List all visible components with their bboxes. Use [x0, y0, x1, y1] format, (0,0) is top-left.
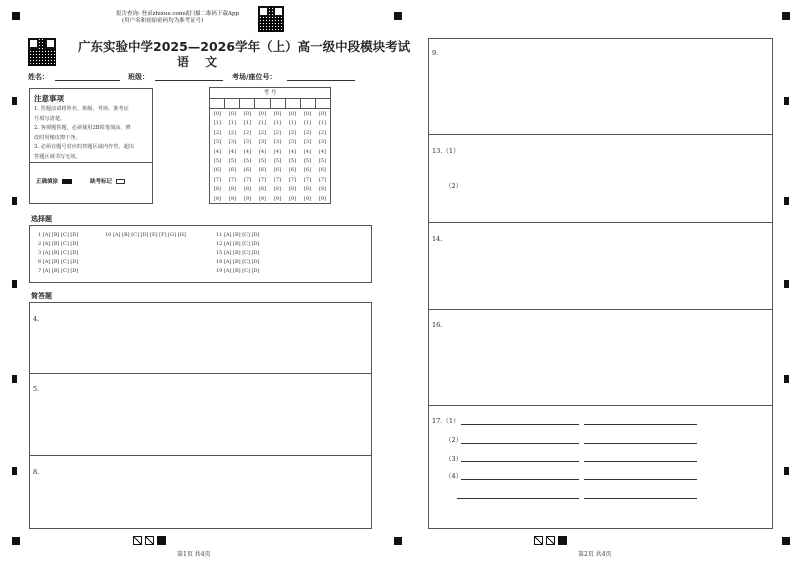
choice-section-title: 选择题 — [31, 215, 52, 223]
exam-digit-bubble[interactable]: [5] — [303, 158, 312, 165]
exam-digit-bubble[interactable]: [4] — [243, 148, 252, 155]
answer-line[interactable] — [457, 498, 579, 499]
qr-code-icon — [258, 6, 284, 32]
seat-label: 考场/座位号： — [232, 73, 277, 81]
bottom-timing-marks — [534, 536, 567, 545]
exam-digit-bubble[interactable]: [6] — [318, 167, 327, 174]
correct-fill-example: 正确填涂 — [36, 177, 72, 185]
exam-digit-bubble[interactable]: [4] — [288, 148, 297, 155]
exam-digit-bubble[interactable]: [0] — [318, 111, 327, 117]
exam-digit-bubble[interactable]: [7] — [243, 176, 252, 183]
question-8-label: 8. — [33, 468, 40, 476]
exam-digit-bubble[interactable]: [5] — [243, 158, 252, 165]
exam-digit-bubble[interactable]: [2] — [303, 129, 312, 136]
exam-digit-bubble[interactable]: [8] — [303, 186, 312, 193]
alignment-mark — [12, 537, 20, 545]
exam-digit-bubble[interactable]: [9] — [303, 195, 312, 202]
exam-digit-bubble[interactable]: [2] — [228, 129, 237, 136]
exam-digit-column — [240, 110, 255, 204]
exam-digit-bubble[interactable]: [5] — [273, 158, 282, 165]
empty-mark-icon[interactable] — [116, 179, 125, 184]
exam-digit-bubble[interactable]: [0] — [288, 111, 297, 117]
choice-row[interactable]: 3 [A] [B] [C] [D] — [38, 250, 79, 256]
exam-digit-column — [300, 110, 315, 204]
page-title: 广东实验中学2025—2026学年（上）高一级中段模块考试 — [78, 39, 411, 54]
exam-digit-bubble[interactable]: [0] — [303, 111, 312, 117]
name-field[interactable] — [55, 80, 120, 81]
answer-line[interactable] — [461, 424, 579, 425]
short-section-title: 简答题 — [31, 292, 52, 300]
exam-digit-bubble[interactable]: [8] — [288, 186, 297, 193]
question-9-label: 9. — [432, 49, 439, 57]
exam-digit-bubble[interactable]: [1] — [303, 120, 312, 127]
exam-digit-bubble[interactable]: [4] — [273, 148, 282, 155]
exam-digit-bubble[interactable]: [6] — [258, 167, 267, 174]
class-field[interactable] — [155, 80, 223, 81]
answer-divider — [429, 405, 772, 406]
exam-digit-bubble[interactable]: [5] — [228, 158, 237, 165]
exam-digit-bubble[interactable]: [4] — [303, 148, 312, 155]
exam-digit-bubble[interactable]: [8] — [243, 186, 252, 193]
exam-number-label: 考 号 — [210, 88, 330, 99]
qr-code-icon — [28, 38, 56, 66]
answer-line[interactable] — [584, 424, 697, 425]
answer-divider — [429, 134, 772, 135]
exam-digit-bubble[interactable]: [9] — [273, 195, 282, 202]
exam-digit-bubble[interactable]: [7] — [303, 176, 312, 183]
side-mark — [12, 280, 17, 288]
notice-title: 注意事项 — [34, 94, 64, 103]
exam-digit-cell[interactable] — [271, 98, 286, 108]
alignment-mark — [394, 12, 402, 20]
exam-digit-bubble[interactable]: [3] — [288, 139, 297, 146]
class-label: 班级： — [128, 73, 149, 81]
report-info-line1: 报告查询: 登录zhixue.com或扫描二维码下载App — [116, 11, 240, 17]
short-answer-box — [29, 302, 372, 529]
exam-digit-bubble[interactable]: [0] — [273, 111, 282, 117]
choice-row[interactable]: 10 [A] [B] [C] [D] [E] [F] [G] [H] — [105, 232, 186, 238]
exam-digit-bubble[interactable]: [1] — [243, 120, 252, 127]
side-mark — [12, 467, 17, 475]
page-number-right: 第2页 共4页 — [578, 551, 612, 558]
exam-digit-bubble[interactable]: [9] — [288, 195, 297, 202]
alignment-mark — [394, 537, 402, 545]
answer-divider — [429, 222, 772, 223]
choice-row[interactable]: 11 [A] [B] [C] [D] — [216, 232, 260, 238]
answer-divider — [30, 455, 371, 456]
exam-digit-bubble[interactable]: [9] — [213, 195, 222, 202]
exam-digit-bubble[interactable]: [1] — [273, 120, 282, 127]
exam-digit-bubble[interactable]: [3] — [258, 139, 267, 146]
missing-mark-example: 缺考标记 — [90, 177, 125, 185]
exam-digit-bubble[interactable]: [1] — [318, 120, 327, 127]
exam-digit-bubble[interactable]: [2] — [258, 129, 267, 136]
exam-digit-cell[interactable] — [316, 98, 330, 108]
notice-divider — [30, 162, 152, 163]
exam-digit-cell[interactable] — [210, 98, 225, 108]
exam-digit-bubble[interactable]: [9] — [228, 195, 237, 202]
alignment-mark — [782, 537, 790, 545]
answer-line[interactable] — [461, 443, 579, 444]
crossed-mark-icon — [534, 536, 543, 545]
exam-digit-bubble[interactable]: [0] — [243, 111, 252, 117]
exam-digit-bubble[interactable]: [0] — [258, 111, 267, 117]
solid-mark-icon — [558, 536, 567, 545]
side-mark — [784, 467, 789, 475]
alignment-mark — [12, 12, 20, 20]
exam-digit-bubble[interactable]: [5] — [288, 158, 297, 165]
answer-divider — [30, 373, 371, 374]
exam-number-entry-row — [210, 98, 330, 109]
exam-digit-bubble[interactable]: [1] — [258, 120, 267, 127]
exam-digit-cell[interactable] — [255, 98, 270, 108]
choice-row[interactable]: 18 [A] [B] [C] [D] — [216, 259, 260, 265]
notice-text: 1. 答题前请将姓名、班级、考场、准考证 号填写清楚。 2. 客观题答题，必须使用2B铅笔填涂，修 改时用橡皮擦干净。 3. 必须在题号对应的答题区域内作答，超出 答题区域书写无效。 — [34, 106, 134, 160]
exam-digit-bubble[interactable]: [5] — [318, 158, 327, 165]
notice-box — [29, 88, 153, 204]
exam-digit-bubble[interactable]: [5] — [213, 158, 222, 165]
exam-digit-bubble[interactable]: [3] — [228, 139, 237, 146]
report-info-line2: (用户名和初始密码均为准考证号) — [122, 18, 204, 24]
exam-digit-bubble[interactable]: [5] — [258, 158, 267, 165]
question-13-label: 13.（1） — [432, 147, 460, 155]
side-mark — [784, 375, 789, 383]
exam-digit-bubble[interactable]: [4] — [213, 148, 222, 155]
exam-digit-bubble[interactable]: [7] — [318, 176, 327, 183]
side-mark — [784, 280, 789, 288]
exam-digit-column — [315, 110, 330, 204]
side-mark — [12, 97, 17, 105]
exam-digit-column — [210, 110, 225, 204]
exam-digit-bubble[interactable]: [8] — [258, 186, 267, 193]
exam-number-grid — [209, 87, 331, 204]
name-label: 姓名： — [28, 73, 49, 81]
exam-digit-bubble[interactable]: [4] — [318, 148, 327, 155]
exam-digit-bubble[interactable]: [2] — [288, 129, 297, 136]
question-16-label: 16. — [432, 321, 443, 329]
crossed-mark-icon — [133, 536, 142, 545]
question-13-part2-label: （2） — [445, 182, 463, 190]
exam-digit-cell[interactable] — [286, 98, 301, 108]
page-subtitle: 语 文 — [177, 55, 224, 69]
exam-digit-bubble[interactable]: [1] — [213, 120, 222, 127]
exam-digit-cell[interactable] — [240, 98, 255, 108]
exam-digit-bubble[interactable]: [7] — [228, 176, 237, 183]
exam-digit-bubble[interactable]: [4] — [258, 148, 267, 155]
choice-answer-box — [29, 225, 372, 283]
choice-row[interactable]: 1 [A] [B] [C] [D] — [38, 232, 79, 238]
choice-row[interactable]: 19 [A] [B] [C] [D] — [216, 268, 260, 274]
exam-digit-bubble[interactable]: [3] — [213, 139, 222, 146]
exam-digit-bubble[interactable]: [0] — [228, 111, 237, 117]
side-mark — [784, 97, 789, 105]
choice-row[interactable]: 6 [A] [B] [C] [D] — [38, 259, 79, 265]
question-4-label: 4. — [33, 315, 40, 323]
exam-digit-bubble[interactable]: [3] — [243, 139, 252, 146]
exam-digit-bubble[interactable]: [7] — [213, 176, 222, 183]
exam-digit-bubble[interactable]: [6] — [243, 167, 252, 174]
exam-digit-bubble[interactable]: [9] — [258, 195, 267, 202]
seat-field[interactable] — [287, 80, 355, 81]
exam-digit-column — [270, 110, 285, 204]
right-answer-box — [428, 38, 773, 529]
question-17-label: 17.（1） — [432, 417, 460, 425]
exam-digit-column — [255, 110, 270, 204]
exam-digit-bubble[interactable]: [8] — [318, 186, 327, 193]
question-17-part2-label: （2） — [445, 436, 463, 444]
question-5-label: 5. — [33, 385, 40, 393]
exam-digit-bubble[interactable]: [3] — [273, 139, 282, 146]
exam-digit-cell[interactable] — [301, 98, 316, 108]
answer-line[interactable] — [584, 443, 697, 444]
exam-digit-bubble[interactable]: [4] — [228, 148, 237, 155]
page-number-left: 第1页 共4页 — [177, 551, 211, 558]
side-mark — [784, 197, 789, 205]
exam-digit-bubble[interactable]: [9] — [243, 195, 252, 202]
choice-row[interactable]: 15 [A] [B] [C] [D] — [216, 250, 260, 256]
exam-digit-column — [285, 110, 300, 204]
answer-line[interactable] — [584, 461, 697, 462]
filled-mark-icon — [62, 179, 72, 184]
exam-digit-bubble[interactable]: [6] — [213, 167, 222, 174]
choice-row[interactable]: 12 [A] [B] [C] [D] — [216, 241, 260, 247]
exam-digit-bubble[interactable]: [6] — [288, 167, 297, 174]
exam-digit-bubble[interactable]: [2] — [273, 129, 282, 136]
question-17-part4-label: （4） — [445, 472, 463, 480]
exam-digit-bubble[interactable]: [7] — [288, 176, 297, 183]
answer-divider — [429, 309, 772, 310]
crossed-mark-icon — [145, 536, 154, 545]
question-14-label: 14. — [432, 235, 443, 243]
exam-digit-bubble[interactable]: [8] — [213, 186, 222, 193]
solid-mark-icon — [157, 536, 166, 545]
answer-line[interactable] — [461, 479, 579, 480]
side-mark — [12, 197, 17, 205]
crossed-mark-icon — [546, 536, 555, 545]
exam-bubble-columns — [210, 110, 330, 204]
exam-digit-bubble[interactable]: [7] — [273, 176, 282, 183]
answer-line[interactable] — [584, 498, 697, 499]
exam-digit-column — [225, 110, 240, 204]
exam-digit-bubble[interactable]: [3] — [303, 139, 312, 146]
choice-row[interactable]: 7 [A] [B] [C] [D] — [38, 268, 79, 274]
exam-digit-bubble[interactable]: [3] — [318, 139, 327, 146]
exam-digit-bubble[interactable]: [2] — [318, 129, 327, 136]
exam-digit-bubble[interactable]: [6] — [273, 167, 282, 174]
exam-digit-bubble[interactable]: [2] — [213, 129, 222, 136]
exam-digit-bubble[interactable]: [0] — [213, 111, 222, 117]
exam-digit-bubble[interactable]: [8] — [228, 186, 237, 193]
exam-digit-bubble[interactable]: [7] — [258, 176, 267, 183]
exam-digit-bubble[interactable]: [6] — [228, 167, 237, 174]
choice-row[interactable]: 2 [A] [B] [C] [D] — [38, 241, 79, 247]
answer-line[interactable] — [584, 479, 697, 480]
exam-digit-bubble[interactable]: [1] — [288, 120, 297, 127]
exam-digit-bubble[interactable]: [9] — [318, 195, 327, 202]
bottom-timing-marks — [133, 536, 166, 545]
exam-digit-cell[interactable] — [225, 98, 240, 108]
exam-digit-bubble[interactable]: [1] — [228, 120, 237, 127]
exam-digit-bubble[interactable]: [8] — [273, 186, 282, 193]
question-17-part3-label: （3） — [445, 455, 463, 463]
alignment-mark — [782, 12, 790, 20]
side-mark — [12, 375, 17, 383]
exam-digit-bubble[interactable]: [2] — [243, 129, 252, 136]
exam-digit-bubble[interactable]: [6] — [303, 167, 312, 174]
answer-line[interactable] — [461, 461, 579, 462]
